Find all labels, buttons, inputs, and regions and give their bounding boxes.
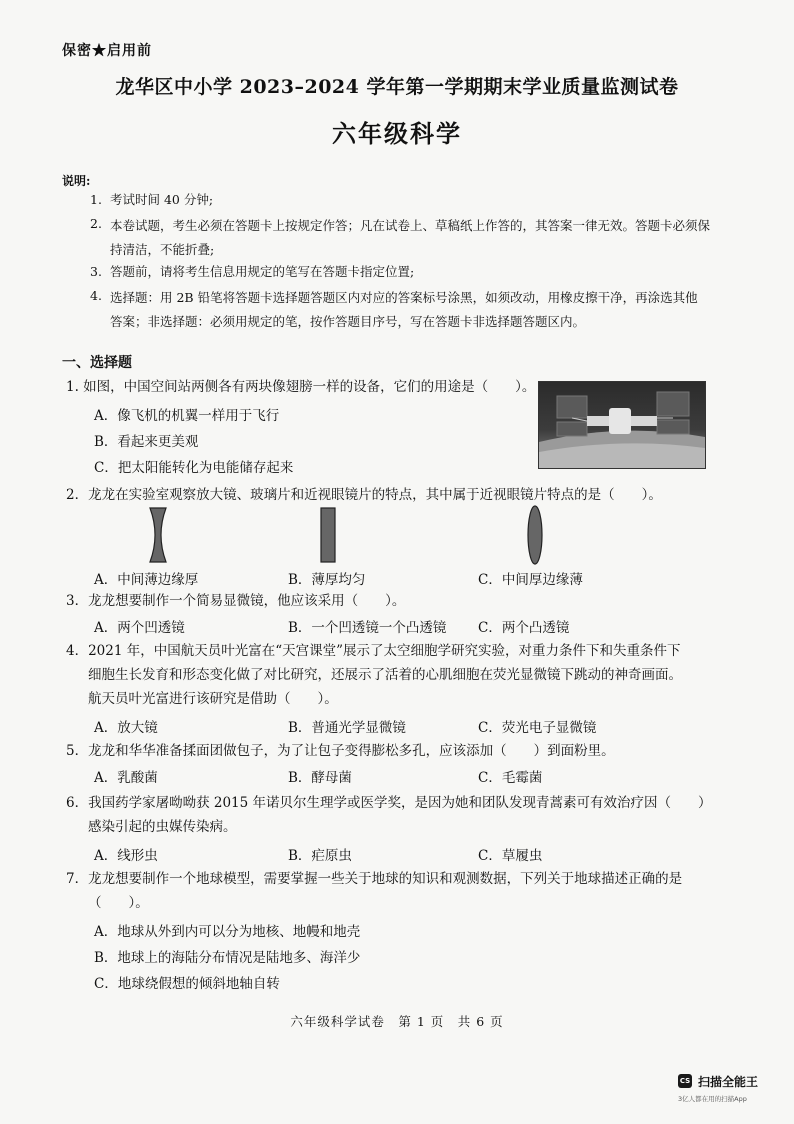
q4-line-3: 航天员叶光富进行该研究是借助（ ）。	[88, 691, 338, 707]
note-item	[90, 286, 710, 334]
scanner-tagline: 3亿人都在用的扫描App	[678, 1095, 747, 1103]
q6-line-1: 6．我国药学家屠呦呦获 2015 年诺贝尔生理学或医学奖，是因为她和团队发现青蒿素可有效治疗因（ ）	[66, 795, 712, 811]
q7-line-1: 7．龙龙想要制作一个地球模型，需要掌握一些关于地球的知识和观测数据，下列关于地球描述正确的是	[66, 871, 683, 887]
page-footer: 六年级科学试卷 第 1 页 共 6 页	[290, 1014, 504, 1029]
q4-option-a[interactable]: A．放大镜	[94, 720, 158, 736]
q6-option-b[interactable]: B．疟原虫	[288, 848, 352, 864]
question-1-text: 1. 如图，中国空间站两侧各有两块像翅膀一样的设备，它们的用途是（ ）。	[66, 379, 536, 395]
concave-lens-figure	[148, 506, 168, 568]
q5-option-b[interactable]: B．酵母菌	[288, 770, 352, 786]
question-5-text: 5．龙龙和华华准备揉面团做包子，为了让包子变得膨松多孔，应该添加（ ）到面粉里。	[66, 743, 615, 759]
q2-option-c[interactable]: C．中间厚边缘薄	[478, 572, 583, 588]
q7-line-2: （ ）。	[88, 895, 149, 911]
question-2-text: 2．龙龙在实验室观察放大镜、玻璃片和近视眼镜片的特点，其中属于近视眼镜片特点的是（ ）。	[66, 487, 662, 503]
question-6-text	[66, 792, 712, 838]
q3-option-b[interactable]: B．一个凹透镜一个凸透镜	[288, 620, 447, 636]
question-3-text: 3．龙龙想要制作一个简易显微镜，他应该采用（ ）。	[66, 593, 406, 609]
q7-option-b[interactable]: B．地球上的海陆分布情况是陆地多、海洋少	[94, 950, 361, 966]
q6-line-2: 感染引起的虫媒传染病。	[88, 819, 237, 835]
exam-title: 龙华区中小学 2023–2024 学年第一学期期末学业质量监测试卷	[115, 76, 679, 98]
q6-option-c[interactable]: C．草履虫	[478, 848, 543, 864]
q4-line-1: 4．2021 年，中国航天员叶光富在“天宫课堂”展示了太空细胞学研究实验，对重力条件下和失重条件下	[66, 643, 681, 659]
confidential-mark: 保密★启用前	[62, 43, 152, 59]
question-4-text	[66, 640, 706, 710]
q7-option-a[interactable]: A．地球从外到内可以分为地核、地幔和地壳	[94, 924, 361, 940]
q2-option-a[interactable]: A．中间薄边缘厚	[94, 572, 199, 588]
q4-line-2: 细胞生长发育和形态变化做了对比研究，还展示了活着的心肌细胞在荧光显微镜下跳动的神奇画面。	[88, 667, 682, 683]
q4-option-c[interactable]: C．荧光电子显微镜	[478, 720, 597, 736]
note-item	[90, 190, 710, 210]
note-text: 本卷试题，考生必须在答题卡上按规定作答；凡在试卷上、草稿纸上作答的，其答案一律无效。答题卡必须保持清洁，不能折叠;	[110, 218, 711, 257]
note-number: 1.	[90, 192, 102, 207]
q1-option-b[interactable]: B．看起来更美观	[94, 434, 199, 450]
note-number: 2.	[90, 216, 102, 231]
note-text: 考试时间 40 分钟;	[110, 192, 214, 207]
flat-glass-figure	[320, 507, 336, 567]
note-text: 选择题：用 2B 铅笔将答题卡选择题答题区内对应的答案标号涂黑，如须改动，用橡皮擦干净，再涂选其他答案；非选择题：必须用规定的笔，按作答题目序号，写在答题卡非选择题答题区内。	[110, 290, 698, 329]
question-7-text	[66, 868, 706, 914]
q1-option-a[interactable]: A．像飞机的机翼一样用于飞行	[94, 408, 280, 424]
scanner-app-name: 扫描全能王	[698, 1075, 759, 1089]
note-item	[90, 214, 710, 262]
notes-label: 说明:	[62, 174, 91, 188]
q5-option-c[interactable]: C．毛霉菌	[478, 770, 543, 786]
q7-option-c[interactable]: C．地球绕假想的倾斜地轴自转	[94, 976, 280, 992]
section-heading: 一、选择题	[62, 355, 132, 371]
exam-subtitle: 六年级科学	[332, 119, 462, 148]
q3-option-c[interactable]: C．两个凸透镜	[478, 620, 570, 636]
convex-lens-figure	[526, 504, 544, 570]
note-item	[90, 262, 710, 282]
q5-option-a[interactable]: A．乳酸菌	[94, 770, 158, 786]
scanner-logo-icon: CS	[678, 1074, 692, 1088]
space-station-photo	[538, 381, 706, 469]
q3-option-a[interactable]: A．两个凹透镜	[94, 620, 185, 636]
note-number: 4.	[90, 288, 102, 303]
note-number: 3.	[90, 264, 102, 279]
q1-option-c[interactable]: C．把太阳能转化为电能储存起来	[94, 460, 294, 476]
note-text: 答题前，请将考生信息用规定的笔写在答题卡指定位置;	[110, 264, 415, 279]
q6-option-a[interactable]: A．线形虫	[94, 848, 158, 864]
q2-option-b[interactable]: B．薄厚均匀	[288, 572, 366, 588]
q4-option-b[interactable]: B．普通光学显微镜	[288, 720, 406, 736]
